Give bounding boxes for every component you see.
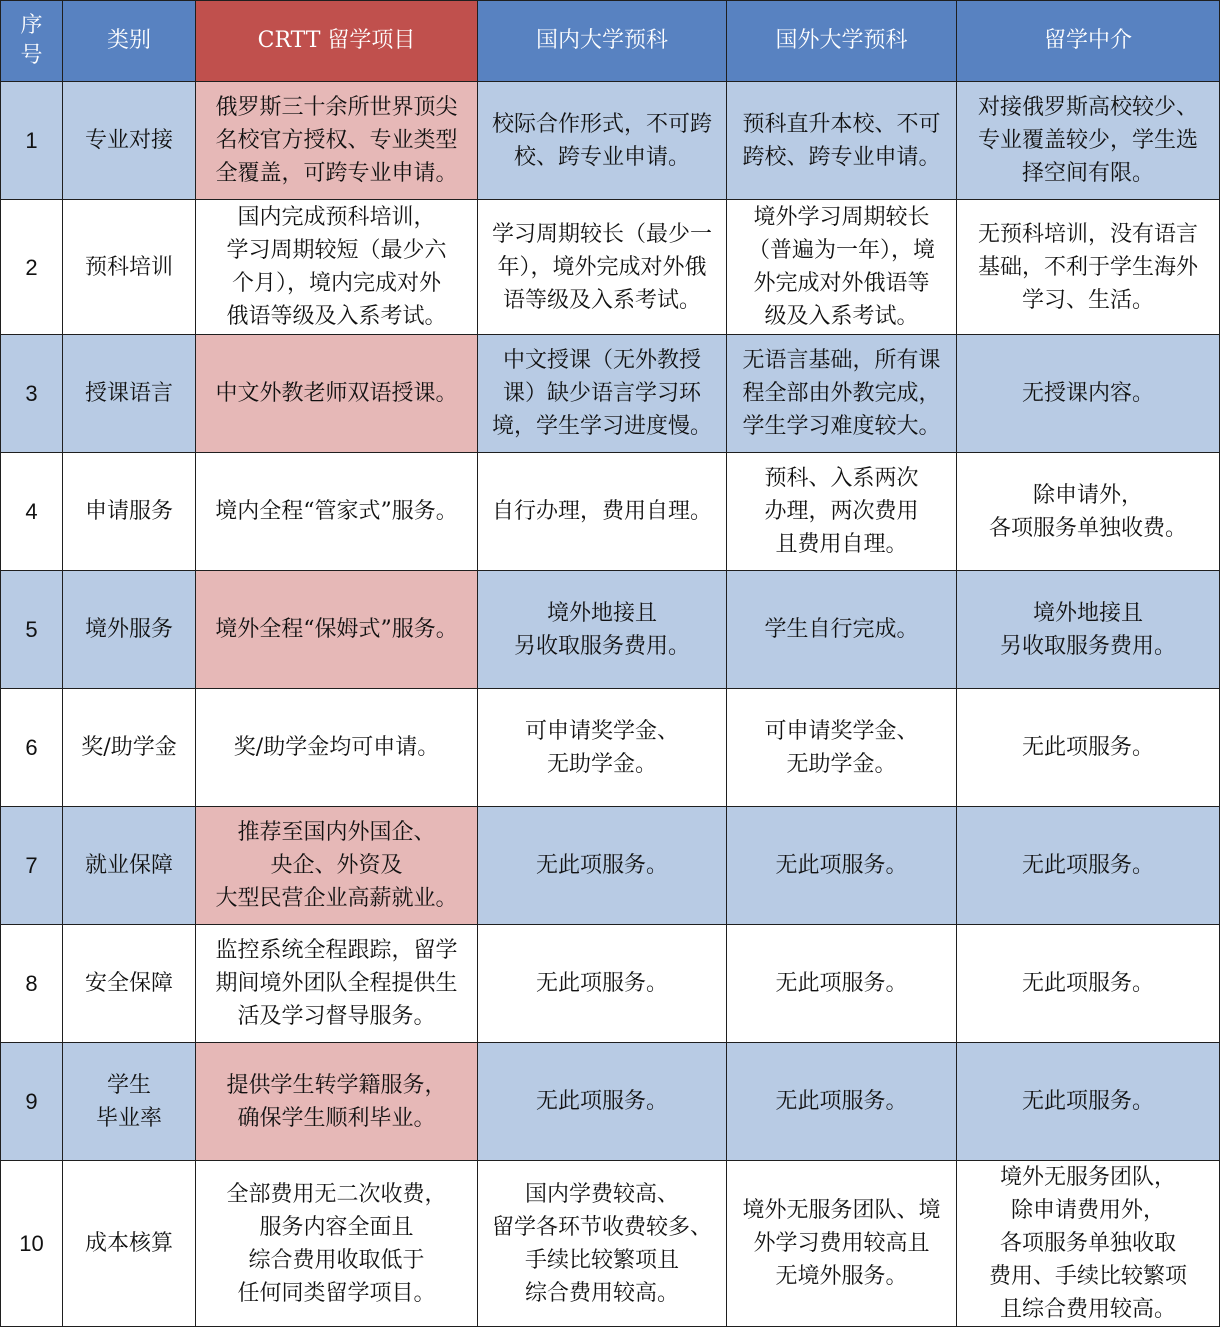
crtt-cell: 提供学生转学籍服务， 确保学生顺利毕业。 xyxy=(196,1043,478,1161)
table-row xyxy=(1,689,1220,807)
agency-cell: 境外地接且 另收取服务费用。 xyxy=(957,571,1220,689)
agency-cell: 无此项服务。 xyxy=(957,925,1220,1043)
table-row xyxy=(1,571,1220,689)
crtt-cell: 境外全程“保姆式”服务。 xyxy=(196,571,478,689)
foreign-cell: 无此项服务。 xyxy=(727,925,957,1043)
crtt-cell: 全部费用无二次收费， 服务内容全面且 综合费用收取低于 任何同类留学项目。 xyxy=(196,1161,478,1327)
domestic-cell: 校际合作形式，不可跨 校、跨专业申请。 xyxy=(478,82,727,200)
domestic-cell: 学习周期较长（最少一 年），境外完成对外俄 语等级及入系考试。 xyxy=(478,200,727,335)
row-index: 10 xyxy=(1,1161,63,1327)
row-category: 安全保障 xyxy=(63,925,196,1043)
row-category: 奖/助学金 xyxy=(63,689,196,807)
foreign-cell: 境外学习周期较长 （普遍为一年），境 外完成对外俄语等 级及入系考试。 xyxy=(727,200,957,335)
header-foreign: 国外大学预科 xyxy=(727,1,957,82)
row-index: 8 xyxy=(1,925,63,1043)
table-row xyxy=(1,200,1220,335)
table-row xyxy=(1,335,1220,453)
table-row xyxy=(1,82,1220,200)
table-row xyxy=(1,1161,1220,1327)
domestic-cell: 国内学费较高、 留学各环节收费较多、 手续比较繁项且 综合费用较高。 xyxy=(478,1161,727,1327)
crtt-cell: 中文外教老师双语授课。 xyxy=(196,335,478,453)
table-row xyxy=(1,453,1220,571)
agency-cell: 无此项服务。 xyxy=(957,1043,1220,1161)
row-category: 申请服务 xyxy=(63,453,196,571)
row-category: 就业保障 xyxy=(63,807,196,925)
foreign-cell: 预科、入系两次 办理，两次费用 且费用自理。 xyxy=(727,453,957,571)
foreign-cell: 境外无服务团队、境 外学习费用较高且 无境外服务。 xyxy=(727,1161,957,1327)
row-index: 9 xyxy=(1,1043,63,1161)
crtt-cell: 奖/助学金均可申请。 xyxy=(196,689,478,807)
domestic-cell: 无此项服务。 xyxy=(478,925,727,1043)
foreign-cell: 无语言基础，所有课 程全部由外教完成， 学生学习难度较大。 xyxy=(727,335,957,453)
row-index: 6 xyxy=(1,689,63,807)
header-category: 类别 xyxy=(63,1,196,82)
row-category: 学生 毕业率 xyxy=(63,1043,196,1161)
domestic-cell: 可申请奖学金、 无助学金。 xyxy=(478,689,727,807)
header-crtt: CRTT 留学项目 xyxy=(196,1,478,82)
agency-cell: 除申请外， 各项服务单独收费。 xyxy=(957,453,1220,571)
row-index: 3 xyxy=(1,335,63,453)
row-category: 成本核算 xyxy=(63,1161,196,1327)
foreign-cell: 无此项服务。 xyxy=(727,807,957,925)
agency-cell: 无授课内容。 xyxy=(957,335,1220,453)
crtt-cell: 国内完成预科培训， 学习周期较短（最少六 个月），境内完成对外 俄语等级及入系考试。 xyxy=(196,200,478,335)
header-domestic: 国内大学预科 xyxy=(478,1,727,82)
header-agency: 留学中介 xyxy=(957,1,1220,82)
row-category: 授课语言 xyxy=(63,335,196,453)
agency-cell: 无预科培训，没有语言 基础，不利于学生海外 学习、生活。 xyxy=(957,200,1220,335)
row-category: 预科培训 xyxy=(63,200,196,335)
row-index: 7 xyxy=(1,807,63,925)
row-index: 2 xyxy=(1,200,63,335)
row-category: 专业对接 xyxy=(63,82,196,200)
domestic-cell: 中文授课（无外教授 课）缺少语言学习环 境，学生学习进度慢。 xyxy=(478,335,727,453)
table-row xyxy=(1,807,1220,925)
agency-cell: 无此项服务。 xyxy=(957,807,1220,925)
header-row xyxy=(1,1,1220,82)
row-index: 4 xyxy=(1,453,63,571)
table-row xyxy=(1,1043,1220,1161)
agency-cell: 对接俄罗斯高校较少、 专业覆盖较少，学生选 择空间有限。 xyxy=(957,82,1220,200)
row-index: 1 xyxy=(1,82,63,200)
domestic-cell: 无此项服务。 xyxy=(478,1043,727,1161)
domestic-cell: 无此项服务。 xyxy=(478,807,727,925)
row-index: 5 xyxy=(1,571,63,689)
crtt-cell: 俄罗斯三十余所世界顶尖 名校官方授权、专业类型 全覆盖，可跨专业申请。 xyxy=(196,82,478,200)
row-category: 境外服务 xyxy=(63,571,196,689)
foreign-cell: 学生自行完成。 xyxy=(727,571,957,689)
foreign-cell: 可申请奖学金、 无助学金。 xyxy=(727,689,957,807)
domestic-cell: 自行办理，费用自理。 xyxy=(478,453,727,571)
agency-cell: 境外无服务团队， 除申请费用外， 各项服务单独收取 费用、手续比较繁项 且综合费用较高。 xyxy=(957,1161,1220,1327)
crtt-cell: 推荐至国内外国企、 央企、外资及 大型民营企业高薪就业。 xyxy=(196,807,478,925)
crtt-cell: 境内全程“管家式”服务。 xyxy=(196,453,478,571)
foreign-cell: 无此项服务。 xyxy=(727,1043,957,1161)
foreign-cell: 预科直升本校、不可 跨校、跨专业申请。 xyxy=(727,82,957,200)
agency-cell: 无此项服务。 xyxy=(957,689,1220,807)
domestic-cell: 境外地接且 另收取服务费用。 xyxy=(478,571,727,689)
crtt-cell: 监控系统全程跟踪，留学 期间境外团队全程提供生 活及学习督导服务。 xyxy=(196,925,478,1043)
table-row xyxy=(1,925,1220,1043)
header-index: 序 号 xyxy=(1,1,63,82)
